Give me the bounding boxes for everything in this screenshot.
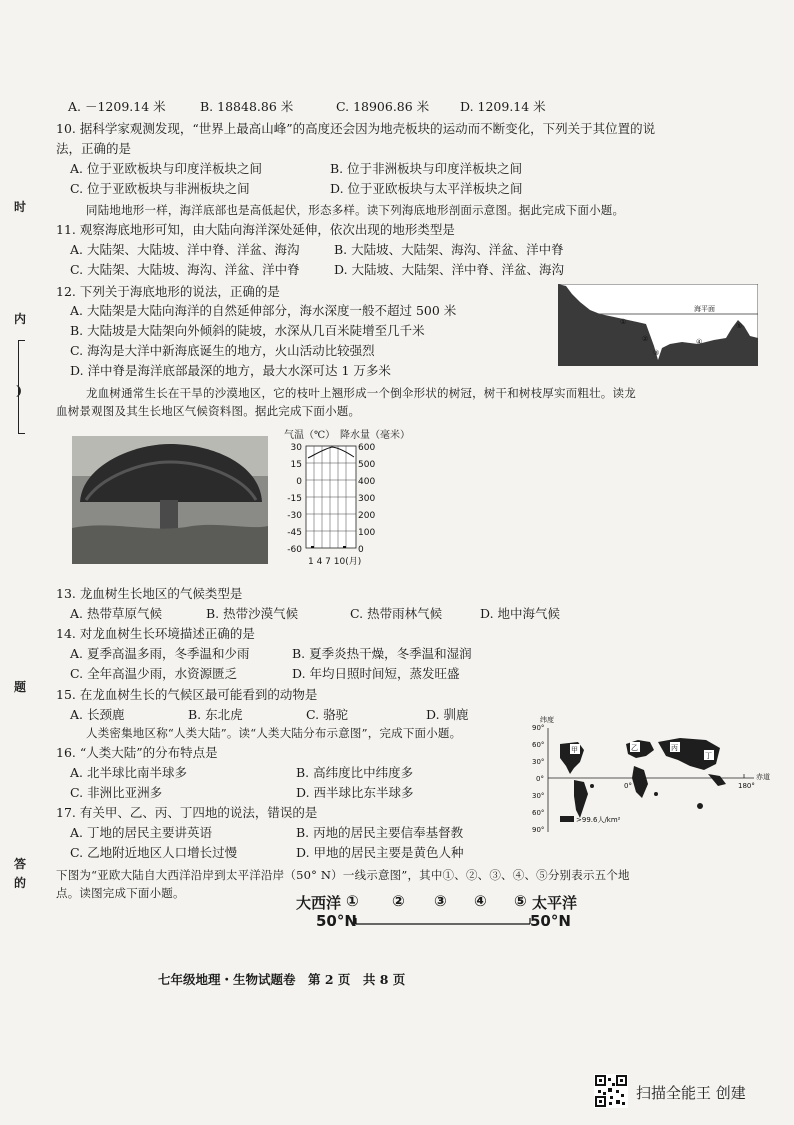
- question-stem: 11. 观察海底地形可知，由大陆向海洋深处延伸，依次出现的地形类型是: [56, 222, 455, 237]
- svg-text:丁: 丁: [705, 752, 712, 760]
- margin-char: 时: [14, 200, 27, 214]
- option: D. 年均日照时间短，蒸发旺盛: [292, 666, 460, 681]
- q11-options-row1: [70, 241, 670, 259]
- option: C. 热带雨林气候: [350, 606, 443, 621]
- section-intro: 同陆地地形一样，海洋底部也是高低起伏，形态多样。读下列海底地形剖面示意图。据此完成下面小题。: [86, 203, 625, 217]
- svg-text:②: ②: [642, 335, 649, 343]
- q16-options-row2: [70, 784, 510, 802]
- question-stem: 13. 龙血树生长地区的气候类型是: [56, 586, 243, 601]
- option: B. 18848.86 米: [200, 99, 294, 114]
- option: A. －1209.14 米: [68, 99, 166, 114]
- svg-text:-30: -30: [287, 511, 302, 521]
- option: A. 大陆架是大陆向海洋的自然延伸部分，海水深度一般不超过 500 米: [70, 303, 457, 318]
- margin-char: 题: [14, 680, 27, 694]
- svg-text:180°: 180°: [738, 782, 755, 790]
- option: A. 热带草原气候: [70, 606, 162, 621]
- option: D. 西半球比东半球多: [296, 785, 414, 800]
- question-stem: 15. 在龙血树生长的气候区最可能看到的动物是: [56, 687, 318, 702]
- option: C. 非洲比亚洲多: [70, 785, 163, 800]
- svg-text:400: 400: [358, 477, 376, 487]
- section-intro: 点。读图完成下面小题。: [56, 886, 185, 900]
- svg-text:600: 600: [358, 443, 376, 453]
- option: B. 高纬度比中纬度多: [296, 765, 414, 780]
- section-intro: 龙血树通常生长在干旱的沙漠地区，它的枝叶上翘形成一个倒伞形状的树冠，树干和树枝厚实而粗壮。读龙: [86, 386, 636, 400]
- svg-text:500: 500: [358, 460, 376, 470]
- point-5: ⑤: [514, 892, 527, 910]
- question-stem: 12. 下列关于海底地形的说法，正确的是: [56, 284, 280, 299]
- q15-options: [70, 706, 530, 724]
- lat-left: 50°N: [316, 912, 357, 930]
- q10-options-row2: [70, 180, 670, 198]
- scanner-watermark: 扫描全能王 创建: [636, 1084, 746, 1102]
- option: B. 丙地的居民主要信奉基督教: [296, 825, 464, 840]
- svg-text:90°: 90°: [532, 826, 545, 834]
- q17-options-row2: [70, 844, 510, 862]
- option: D. 洋中脊是海洋底部最深的地方，最大水深可达 1 万多米: [70, 363, 391, 378]
- option: D. 地中海气候: [480, 606, 561, 621]
- svg-text:60°: 60°: [532, 741, 545, 749]
- option: A. 丁地的居民主要讲英语: [70, 825, 212, 840]
- margin-char: 内: [14, 312, 27, 326]
- svg-text:30°: 30°: [532, 792, 545, 800]
- point-3: ③: [434, 892, 447, 910]
- page-footer: 七年级地理・生物试题卷 第 2 页 共 8 页: [158, 972, 406, 987]
- precip-axis-label: 降水量（毫米）: [340, 430, 410, 441]
- question-stem: 10. 据科学家观测发现，“世界上最高山峰”的高度还会因为地壳板块的运动而不断变化，下列关于其位置的说: [56, 121, 656, 136]
- svg-text:0°: 0°: [536, 775, 544, 783]
- option: D. 1209.14 米: [460, 99, 546, 114]
- atlantic-label: 大西洋: [296, 894, 342, 912]
- month-axis-label: 1 4 7 10(月): [308, 557, 362, 567]
- option: B. 位于非洲板块与印度洋板块之间: [330, 161, 523, 176]
- q14-options-row2: [70, 665, 690, 683]
- svg-text:0°: 0°: [624, 782, 632, 790]
- svg-text:15: 15: [290, 460, 302, 470]
- option: B. 大陆坡是大陆架向外倾斜的陡坡，水深从几百米陡增至几千米: [70, 323, 425, 338]
- option: A. 大陆架、大陆坡、洋中脊、洋盆、海沟: [70, 242, 300, 257]
- svg-text:①: ①: [620, 318, 627, 326]
- option: D. 驯鹿: [426, 707, 469, 722]
- question-stem: 17. 有关甲、乙、丙、丁四地的说法，错误的是: [56, 805, 318, 820]
- climate-chart: [282, 426, 410, 567]
- margin-mark: ): [16, 384, 23, 399]
- eurasia-50n-diagram: [296, 892, 596, 938]
- svg-text:300: 300: [358, 494, 376, 504]
- option: C. 骆驼: [306, 707, 349, 722]
- q11-options-row2: [70, 261, 670, 279]
- option: C. 位于亚欧板块与非洲板块之间: [70, 181, 250, 196]
- svg-text:纬度: 纬度: [540, 716, 554, 724]
- option: B. 热带沙漠气候: [206, 606, 299, 621]
- temp-axis-label: 气温（℃）: [284, 430, 336, 441]
- svg-text:丙: 丙: [671, 744, 678, 752]
- option: D. 位于亚欧板块与太平洋板块之间: [330, 181, 523, 196]
- option: A. 夏季高温多雨，冬季温和少雨: [70, 646, 250, 661]
- sea-level-label: 海平面: [694, 305, 715, 313]
- qr-code-icon: [594, 1074, 628, 1108]
- seafloor-profile-figure: [558, 284, 758, 366]
- population-map-figure: [530, 714, 780, 838]
- option: B. 夏季炎热干燥，冬季温和湿润: [292, 646, 472, 661]
- q10-options-row1: [70, 160, 670, 178]
- svg-text:0: 0: [358, 545, 364, 554]
- svg-text:0: 0: [296, 477, 302, 487]
- svg-text:赤道: 赤道: [756, 773, 770, 781]
- point-1: ①: [346, 892, 359, 910]
- q16-options-row1: [70, 764, 510, 782]
- option: A. 位于亚欧板块与印度洋板块之间: [70, 161, 262, 176]
- question-stem: 14. 对龙血树生长环境描述正确的是: [56, 626, 255, 641]
- point-4: ④: [474, 892, 487, 910]
- lat-right: 50°N: [530, 912, 571, 930]
- svg-text:30: 30: [290, 443, 302, 453]
- q9-options: [68, 98, 628, 116]
- svg-text:③: ③: [653, 349, 660, 357]
- margin-char: 答: [14, 857, 27, 871]
- option: C. 海沟是大洋中新海底诞生的地方，火山活动比较强烈: [70, 343, 375, 358]
- svg-text:>99.6人/km²: >99.6人/km²: [576, 816, 621, 824]
- option: A. 长颈鹿: [70, 707, 125, 722]
- option: C. 乙地附近地区人口增长过慢: [70, 845, 238, 860]
- svg-text:30°: 30°: [532, 758, 545, 766]
- svg-text:200: 200: [358, 511, 376, 521]
- svg-text:⑤: ⑤: [736, 322, 743, 330]
- svg-text:-15: -15: [287, 494, 302, 504]
- pacific-label: 太平洋: [532, 894, 578, 912]
- svg-text:100: 100: [358, 528, 376, 538]
- option: B. 大陆坡、大陆架、海沟、洋盆、洋中脊: [334, 242, 564, 257]
- svg-text:90°: 90°: [532, 724, 545, 732]
- svg-text:甲: 甲: [571, 746, 578, 754]
- svg-text:④: ④: [696, 338, 703, 346]
- q14-options-row1: [70, 645, 690, 663]
- question-stem: 法，正确的是: [56, 141, 132, 156]
- svg-text:60°: 60°: [532, 809, 545, 817]
- option: C. 大陆架、大陆坡、海沟、洋盆、洋中脊: [70, 262, 300, 277]
- option: C. 18906.86 米: [336, 99, 430, 114]
- option: D. 甲地的居民主要是黄色人种: [296, 845, 464, 860]
- q17-options-row1: [70, 824, 510, 842]
- point-2: ②: [392, 892, 405, 910]
- question-stem: 16. “人类大陆”的分布特点是: [56, 745, 218, 760]
- q13-options: [70, 605, 690, 623]
- section-intro: 人类密集地区称“人类大陆”。读“人类大陆分布示意图”，完成下面小题。: [86, 726, 462, 740]
- section-intro: 血树景观图及其生长地区气候资料图。据此完成下面小题。: [56, 404, 361, 418]
- option: D. 大陆坡、大陆架、洋中脊、洋盆、海沟: [334, 262, 565, 277]
- svg-text:-45: -45: [287, 528, 302, 538]
- dragon-tree-photo: [72, 436, 268, 564]
- option: C. 全年高温少雨，水资源匮乏: [70, 666, 238, 681]
- section-intro: 下图为“亚欧大陆自大西洋沿岸到太平洋沿岸（50° N）一线示意图”，其中①、②、③、④、⑤分别表示五个地: [56, 868, 630, 882]
- svg-text:-60: -60: [287, 545, 302, 554]
- margin-char: 的: [14, 876, 27, 890]
- option: B. 东北虎: [188, 707, 243, 722]
- option: A. 北半球比南半球多: [70, 765, 187, 780]
- svg-text:乙: 乙: [631, 744, 638, 752]
